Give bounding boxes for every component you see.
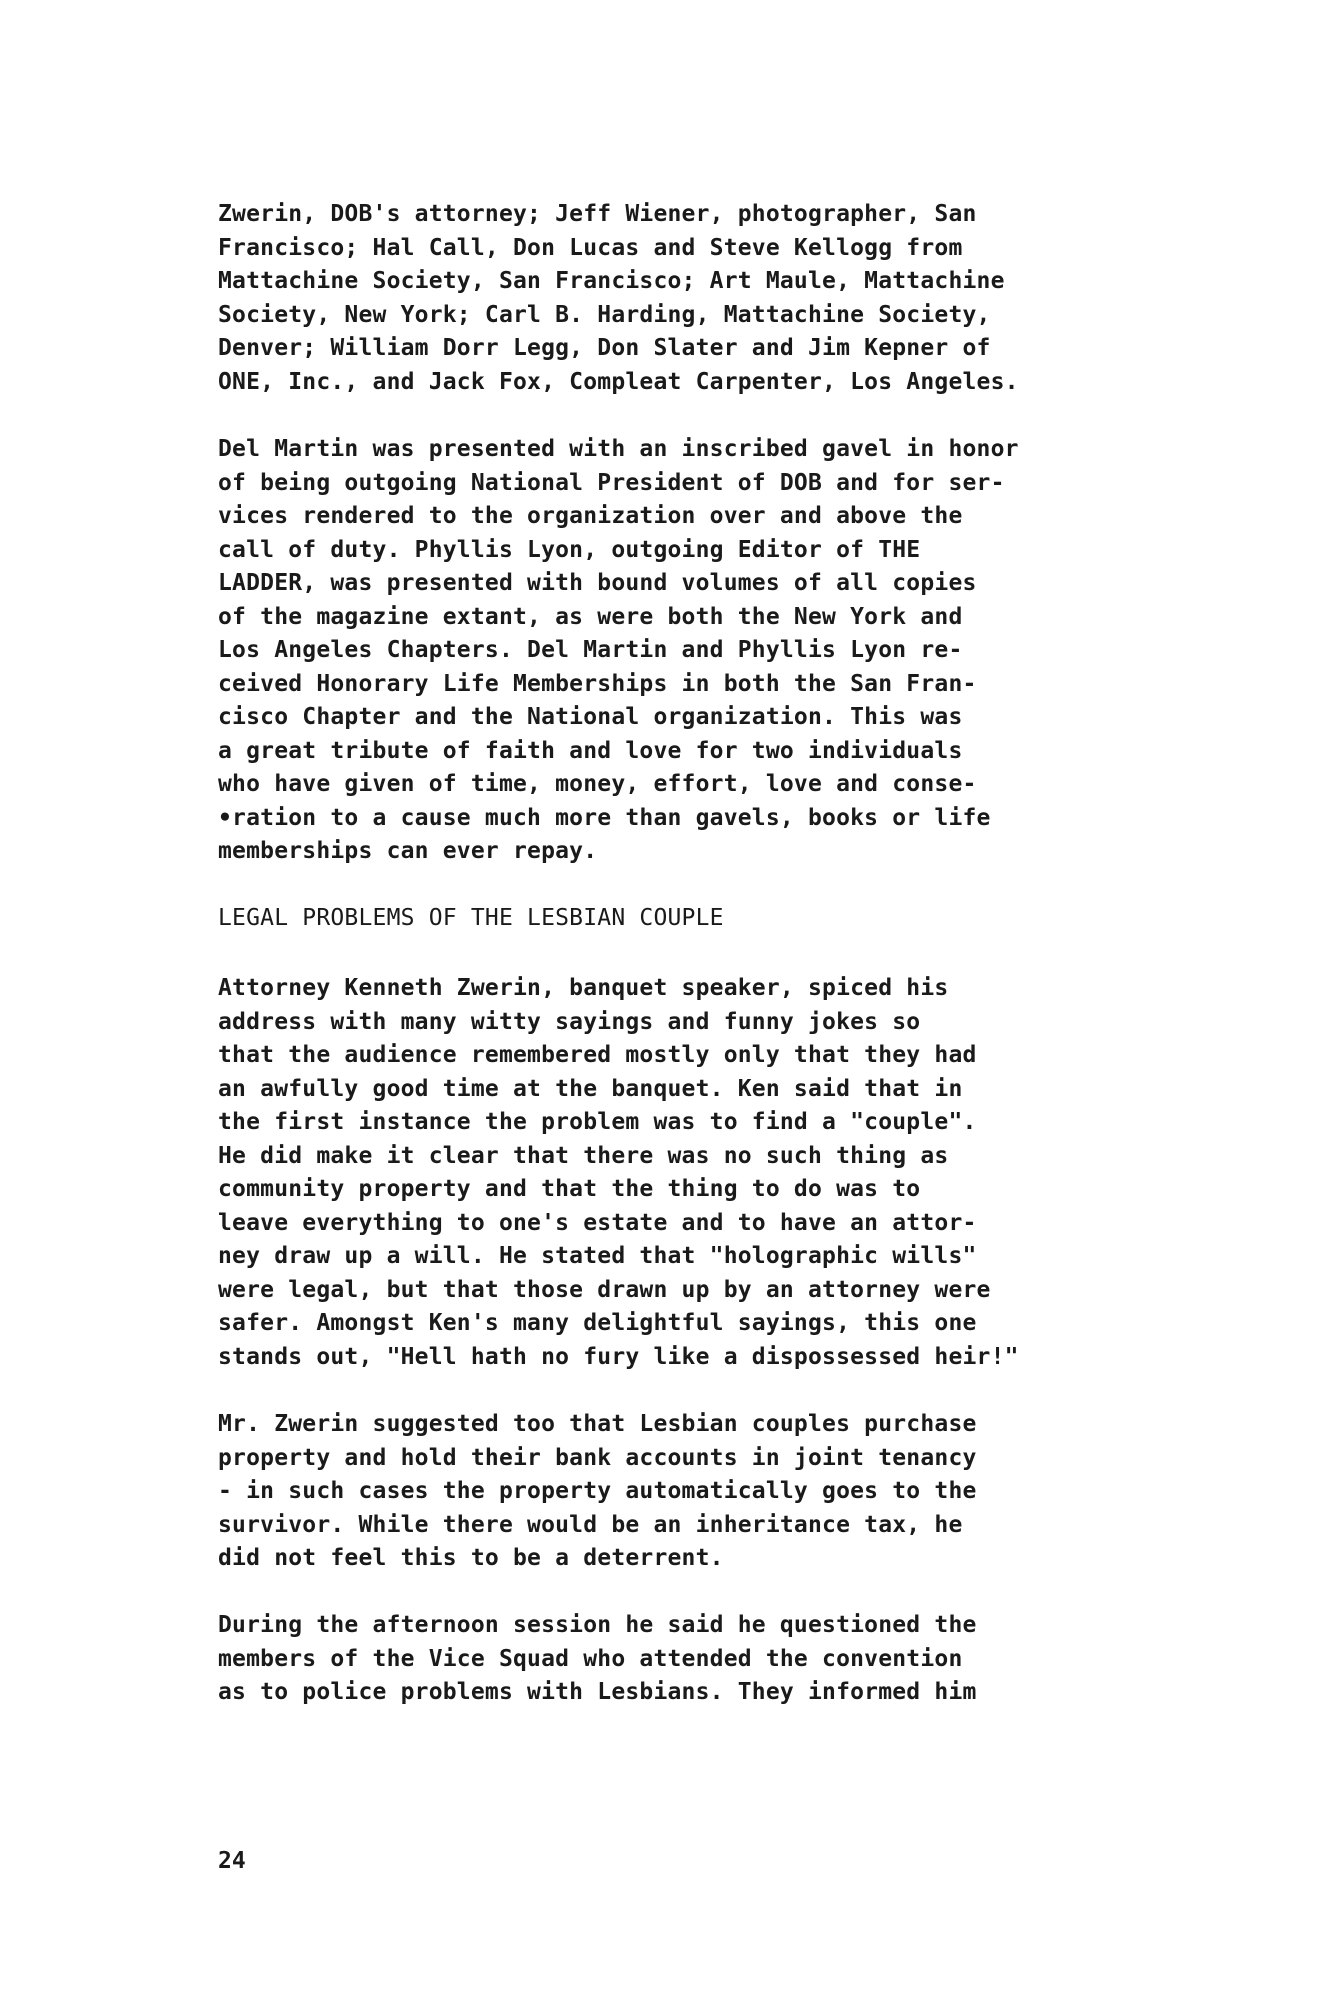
text-line: He did make it clear that there was no such thing as xyxy=(218,1142,949,1169)
page-number: 24 xyxy=(218,1848,246,1874)
text-line: Del Martin was presented with an inscribed gavel in honor xyxy=(218,436,1019,462)
paragraph-banquet-speaker xyxy=(218,972,1158,1374)
text-line: members of the Vice Squad who attended the convention xyxy=(218,1645,963,1672)
text-line: did not feel this to be a deterrent. xyxy=(218,1545,724,1571)
text-line: LADDER, was presented with bound volumes of all copies xyxy=(218,570,977,596)
text-line: address with many witty sayings and funny jokes so xyxy=(218,1008,921,1035)
text-line: - in such cases the property automatically goes to the xyxy=(218,1478,977,1504)
text-line: Mr. Zwerin suggested too that Lesbian couples purchase xyxy=(218,1411,977,1437)
text-line: survivor. While there would be an inheritance tax, he xyxy=(218,1511,963,1538)
text-line: community property and that the thing to do was to xyxy=(218,1176,921,1202)
text-line: safer. Amongst Ken's many delightful sayings, this one xyxy=(218,1310,977,1336)
text-line: •ration to a cause much more than gavels, books or life xyxy=(218,804,991,831)
paragraph-honors xyxy=(218,433,1158,869)
text-line: Attorney Kenneth Zwerin, banquet speaker, spiced his xyxy=(218,975,949,1001)
text-line: who have given of time, money, effort, love and conse- xyxy=(218,771,977,797)
text-line: ONE, Inc., and Jack Fox, Compleat Carpenter, Los Angeles. xyxy=(218,368,1019,395)
text-line: stands out, "Hell hath no fury like a dispossessed heir!" xyxy=(218,1343,1019,1370)
text-line: During the afternoon session he said he questioned the xyxy=(218,1612,977,1638)
text-line: of being outgoing National President of DOB and for ser- xyxy=(218,469,1005,496)
text-line: Zwerin, DOB's attorney; Jeff Wiener, photographer, San xyxy=(218,201,977,227)
text-line: a great tribute of faith and love for two individuals xyxy=(218,737,963,764)
text-line: that the audience remembered mostly only that they had xyxy=(218,1042,977,1068)
paragraph-attendees xyxy=(218,198,1158,399)
text-line: leave everything to one's estate and to have an attor- xyxy=(218,1209,977,1236)
text-line: property and hold their bank accounts in joint tenancy xyxy=(218,1444,977,1471)
text-line: ney draw up a will. He stated that "holographic wills" xyxy=(218,1243,977,1269)
paragraph-vice-squad xyxy=(218,1609,1158,1710)
section-heading: LEGAL PROBLEMS OF THE LESBIAN COUPLE xyxy=(218,905,724,931)
text-line: Mattachine Society, San Francisco; Art Maule, Mattachine xyxy=(218,268,1005,294)
text-line: Francisco; Hal Call, Don Lucas and Steve Kellogg from xyxy=(218,234,963,261)
text-line: call of duty. Phyllis Lyon, outgoing Editor of THE xyxy=(218,536,921,563)
text-line: cisco Chapter and the National organization. This was xyxy=(218,704,963,730)
text-line: vices rendered to the organization over and above the xyxy=(218,503,963,529)
text-line: Los Angeles Chapters. Del Martin and Phyllis Lyon re- xyxy=(218,637,963,663)
text-line: ceived Honorary Life Memberships in both the San Fran- xyxy=(218,670,977,697)
text-line: Denver; William Dorr Legg, Don Slater and Jim Kepner of xyxy=(218,335,991,361)
text-line: were legal, but that those drawn up by an attorney were xyxy=(218,1276,991,1303)
text-line: of the magazine extant, as were both the New York and xyxy=(218,603,963,630)
text-line: as to police problems with Lesbians. They informed him xyxy=(218,1679,977,1705)
paragraph-joint-tenancy xyxy=(218,1408,1158,1576)
text-line: Society, New York; Carl B. Harding, Mattachine Society, xyxy=(218,301,991,328)
text-line: an awfully good time at the banquet. Ken said that in xyxy=(218,1075,963,1102)
text-line: the first instance the problem was to find a "couple". xyxy=(218,1109,977,1135)
text-line: memberships can ever repay. xyxy=(218,838,598,864)
